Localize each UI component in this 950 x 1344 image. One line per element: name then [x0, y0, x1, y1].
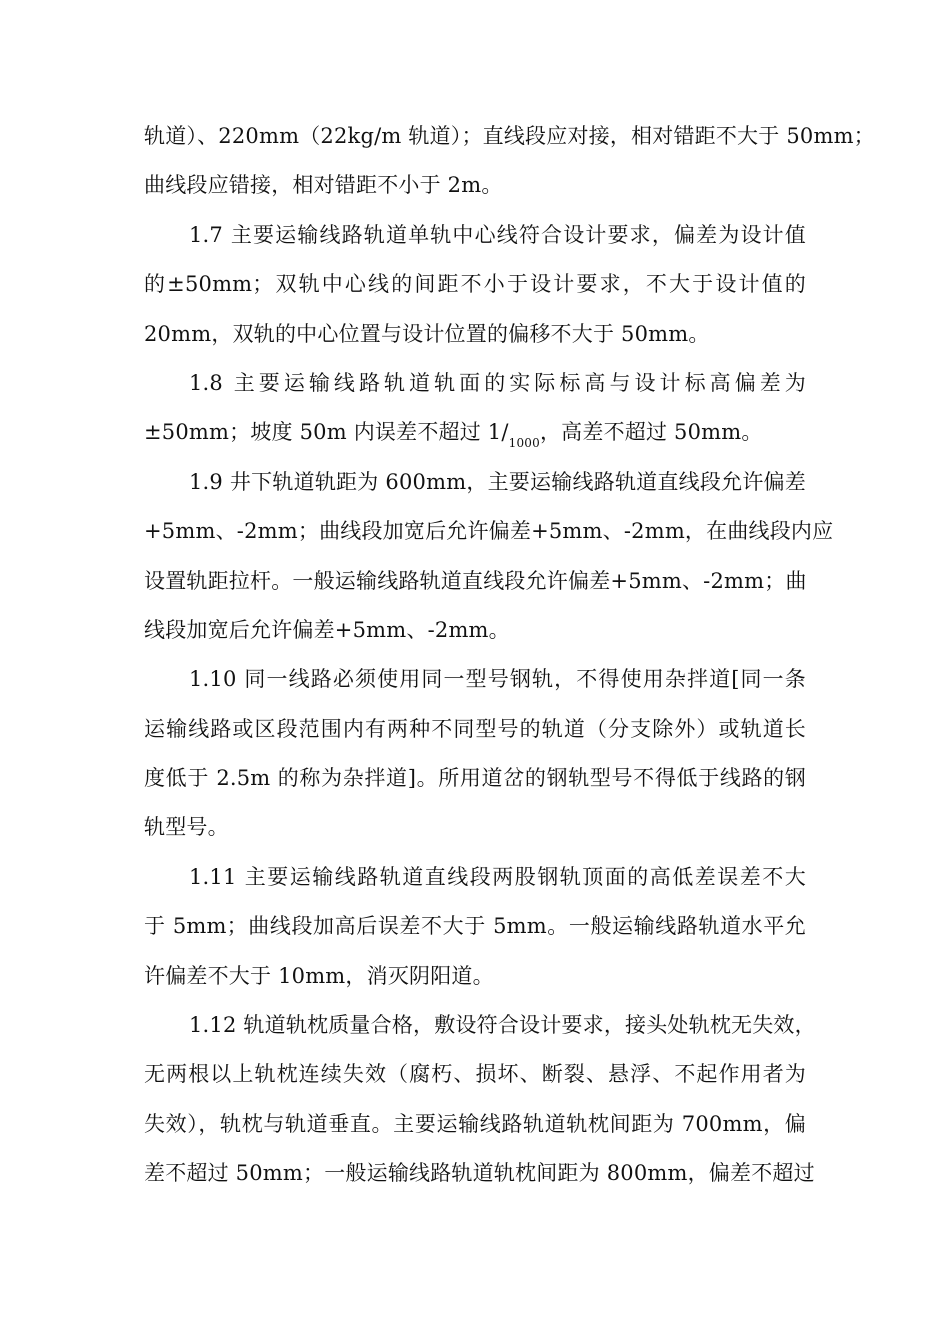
- text-line: +5mm、-2mm；曲线段加宽后允许偏差+5mm、-2mm，在曲线段内应: [144, 519, 834, 544]
- text-line: 无两根以上轨枕连续失效（腐朽、损坏、断裂、悬浮、不起作用者为: [144, 1062, 806, 1087]
- text-segment: ，高差不超过 50mm。: [539, 420, 763, 445]
- text-line: 差不超过 50mm；一般运输线路轨道轨枕间距为 800mm，偏差不超过: [144, 1161, 815, 1186]
- text-line: 度低于 2.5m 的称为杂拌道]。所用道岔的钢轨型号不得低于线路的钢: [144, 766, 806, 791]
- paragraph-1-10-line: 1.10 同一线路必须使用同一型号钢轨，不得使用杂拌道[同一条: [189, 667, 806, 692]
- text-line: 线段加宽后允许偏差+5mm、-2mm。: [144, 617, 510, 642]
- paragraph-1-11-line: 1.11 主要运输线路轨道直线段两股钢轨顶面的高低差误差不大: [189, 864, 806, 889]
- text-line: 20mm，双轨的中心位置与设计位置的偏移不大于 50mm。: [144, 321, 710, 346]
- document-page: [144, 112, 875, 1199]
- text-line-with-fraction: [144, 408, 806, 457]
- paragraph-1-12-line: 1.12 轨道轨枕质量合格，敷设符合设计要求，接头处轨枕无失效，: [189, 1013, 816, 1038]
- paragraph-1-8-line: 1.8 主要运输线路轨道轨面的实际标高与设计标高偏差为: [189, 370, 806, 395]
- text-line: 运输线路或区段范围内有两种不同型号的轨道（分支除外）或轨道长: [144, 716, 806, 741]
- paragraph-1-9-line: 1.9 井下轨道轨距为 600mm，主要运输线路轨道直线段允许偏差: [189, 469, 806, 494]
- fraction-denominator: 1000: [508, 436, 540, 451]
- text-line: 于 5mm；曲线段加高后误差不大于 5mm。一般运输线路轨道水平允: [144, 914, 806, 939]
- text-segment: ±50mm；坡度 50m 内误差不超过 1/: [144, 420, 509, 445]
- text-line: 曲线段应错接，相对错距不小于 2m。: [144, 173, 503, 198]
- text-line: 轨道）、220mm（22kg/m 轨道）；直线段应对接，相对错距不大于 50mm；: [144, 124, 875, 148]
- text-line: 许偏差不大于 10mm，消灭阴阳道。: [144, 963, 494, 988]
- text-line: 失效），轨枕与轨道垂直。主要运输线路轨道轨枕间距为 700mm，偏: [144, 1111, 806, 1136]
- text-line: 设置轨距拉杆。一般运输线路轨道直线段允许偏差+5mm、-2mm；曲: [144, 568, 807, 593]
- paragraph-1-7-line: 1.7 主要运输线路轨道单轨中心线符合设计要求，偏差为设计值: [189, 222, 806, 247]
- text-line: 轨型号。: [144, 815, 229, 840]
- text-line: 的±50mm；双轨中心线的间距不小于设计要求，不大于设计值的: [144, 272, 806, 297]
